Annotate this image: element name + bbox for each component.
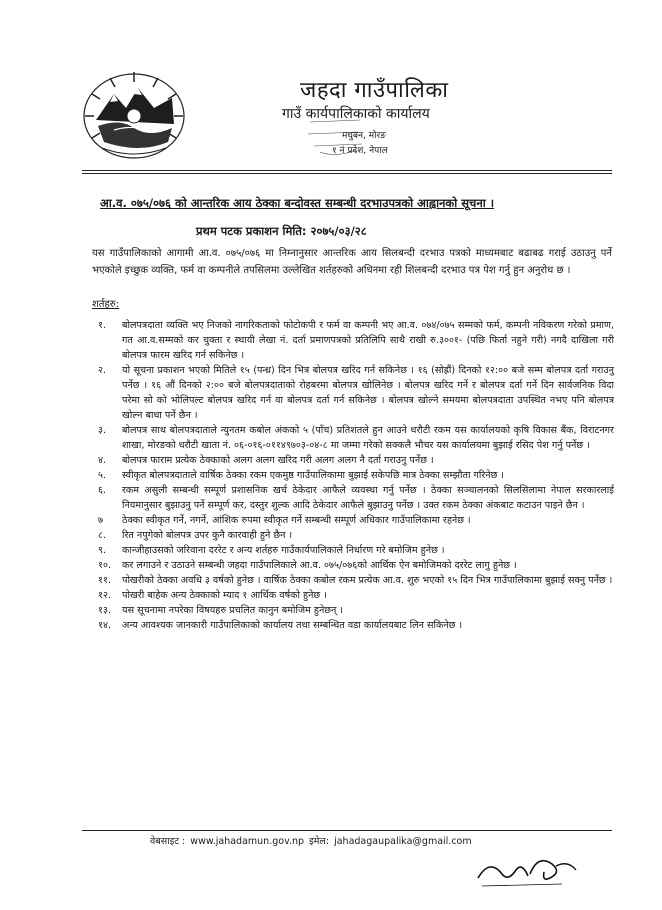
condition-item <box>92 558 614 573</box>
condition-number: १४. <box>98 620 112 631</box>
condition-number: ५. <box>98 470 107 481</box>
footer-divider <box>82 830 612 831</box>
office-stamp-icon <box>300 112 370 160</box>
condition-item <box>92 513 614 528</box>
condition-number: ११. <box>98 575 112 586</box>
website-label: वेबसाइट : <box>150 836 186 847</box>
email-label: इमेल: <box>309 836 330 847</box>
condition-number: १०. <box>98 560 112 571</box>
email-link[interactable]: jahadagaupalika@gmail.com <box>334 836 472 847</box>
condition-item <box>92 363 614 423</box>
address-line-2: १ नं प्रदेश, नेपाल <box>332 146 388 156</box>
condition-text: यो सूचना प्रकाशन भएको मितिले १५ (पन्ध्र) दिन भित्र बोलपत्र खरिद गर्न सकिनेछ । १६ (सोह्रौं) दिनको १२:०० बजे सम्म बोलपत्र दर्ता गराउनु पर्नेछ । १६ औं दिनको २:०० बजे बोलपत्रदाताको रोहबरमा बोलपत्र खोलिनेछ । बोलपत्र खरिद गर्ने र बोलपत्र दर्ता गर्ने दिन सार्वजनिक विदा परेमा सो को भोलिपल्ट बोलपत्र खरिद गर्न वा बोलपत्र दर्ता गर्न सकिनेछ । बोलपत्र खोल्ने समयमा बोलपत्रदाता उपस्थित नभए पनि बोलपत्र खोल्न बाधा पर्ने छैन । <box>122 365 614 421</box>
footer-contact <box>150 834 474 847</box>
address-line-1: मधुबन, मोरङ <box>342 131 386 141</box>
condition-item <box>92 543 614 558</box>
condition-text: बोलपत्र साथ बोलपत्रदाताले न्युनतम कबोल अंकको ५ (पाँच) प्रतिशतले हुन आउने धरौटी रकम यस कार्यालयको कृषि विकास बैंक, विराटनगर शाखा, मोरङको धरौटी खाता नं. ०६-०१६-०११४९७०३-०४-८ मा जम्मा गरेको सक्कलै भौचर यस कार्यालयमा बुझाई रसिद पेश गर्नु पर्नेछ । <box>122 425 614 451</box>
condition-item <box>92 318 614 363</box>
condition-text: कर लगाउने र उठाउने सम्बन्धी जहदा गाउँपालिकाले आ.व. ०७५/०७६को आर्थिक ऐन बमोजिमको दररेट लागु हुनेछ । <box>122 560 517 571</box>
condition-text: अन्य आवश्यक जानकारी गाउँपालिकाको कार्यालय तथा सम्बन्धित वडा कार्यालयबाट लिन सकिनेछ । <box>122 620 463 631</box>
notice-title: आ.व. ०७५/०७६ को आन्तरिक आय ठेक्का बन्दोवस्त सम्बन्धी दरभाउपत्रको आह्वानको सूचना । <box>100 196 495 210</box>
condition-number: ६. <box>98 485 107 496</box>
publication-date: प्रथम पटक प्रकाशन मिति: २०७५/०३/२८ <box>196 224 367 238</box>
condition-item <box>92 528 614 543</box>
condition-item <box>92 423 614 453</box>
condition-text: पोखरी बाहेक अन्य ठेक्काको म्याद १ आर्थिक वर्षको हुनेछ । <box>122 590 327 601</box>
condition-text: स्वीकृत बोलपत्रदाताले वार्षिक ठेक्का रकम एकमुष्ठ गाउँपालिकामा बुझाई सकेपछि मात्र ठेक्का सम्झौता गरिनेछ । <box>122 470 505 481</box>
municipality-emblem-icon <box>80 68 188 160</box>
condition-item <box>92 618 614 633</box>
municipality-name: जहदा गाउँपालिका <box>300 78 449 103</box>
condition-text: बोलपत्र फाराम प्रत्येक ठेक्काको अलग अलग खरिद गरी अलग अलग नै दर्ता गराउनु पर्नेछ । <box>122 455 434 466</box>
condition-number: १२. <box>98 590 112 601</box>
condition-text: ठेक्का स्वीकृत गर्ने, नगर्ने, आंशिक रुपमा स्वीकृत गर्ने सम्बन्धी सम्पूर्ण अधिकार गाउँपालिकामा रहनेछ । <box>122 515 471 526</box>
office-name: गाउँ कार्यपालिकाको कार्यालय <box>282 106 430 122</box>
website-link[interactable]: www.jahadamun.gov.np <box>190 836 305 847</box>
intro-paragraph: यस गाउँपालिकाको आगामी आ.व. ०७५/०७६ मा निम्नानुसार आन्तरिक आय सिलबन्दी दरभाउ पत्रको माध्यमबाट बढाबढ गराई उठाउनु पर्ने भएकोले इच्छुक व्यक्ति, फर्म वा कम्पनीले तपसिलमा उल्लेखित शर्तहरुको अधिनमा रही शिलबन्दी दरभाउ पत्र पेश गर्नु हुन अनुरोध छ । <box>92 248 612 276</box>
condition-number: १३. <box>98 605 112 616</box>
condition-text: पोखरीको ठेक्का अवधि ३ वर्षको हुनेछ । वार्षिक ठेक्का कबोल रकम प्रत्येक आ.व. शुरु भएको १५ दिन भित्र गाउँपालिकामा बुझाई सक्नु पर्नेछ । <box>122 575 613 586</box>
condition-number: ४. <box>98 455 107 466</box>
condition-number: १. <box>98 320 107 331</box>
condition-item <box>92 588 614 603</box>
condition-item <box>92 483 614 513</box>
condition-item <box>92 453 614 468</box>
condition-text: रित नपुगेको बोलपत्र उपर कुनै कारवाही हुने छैन । <box>122 530 293 541</box>
condition-number: ९. <box>98 545 107 556</box>
condition-item <box>92 573 614 588</box>
condition-text: रकम असुली सम्बन्धी सम्पूर्ण प्रशासनिक खर्च ठेकेदार आफैले व्यवस्था गर्नु पर्नेछ । ठेक्का सञ्चालनको सिलसिलामा नेपाल सरकारलाई नियमानुसार बुझाउनु पर्ने सम्पूर्ण कर, दस्तुर शुल्क आदि ठेकेदार आफैले बुझाउनु पर्नेछ । उक्त रकम ठेक्का अंकबाट कटाउन पाइने छैन । <box>122 485 614 511</box>
header-divider <box>82 170 612 171</box>
condition-number: ३. <box>98 425 107 436</box>
condition-number: ७ <box>98 515 103 526</box>
condition-text: कान्जीहाउसको जरिवाना दररेट र अन्य शर्तहरु गाउँकार्यपालिकाले निर्धारण गरे बमोजिम हुनेछ । <box>122 545 445 556</box>
condition-number: २. <box>98 365 107 376</box>
signature-icon <box>472 848 582 893</box>
condition-item <box>92 468 614 483</box>
condition-text: यस सूचनामा नपरेका विषयहरु प्रचलित कानुन बमोजिम हुनेछन् । <box>122 605 344 616</box>
condition-number: ८. <box>98 530 107 541</box>
condition-text: बोलपत्रदाता व्यक्ति भए निजको नागरिकताको फोटोकपी र फर्म वा कम्पनी भए आ.व. ०७४/०७५ सम्मको फर्म, कम्पनी नविकरण गरेको प्रमाण, गत आ.व.सम्मको कर चुक्ता र स्थायी लेखा नं. दर्ता प्रमाणपत्रको प्रतिलिपि साथै राखी रु.३००१- (पछि फिर्ता नहुने गरी) नगदै दाखिला गरी बोलपत्र फारम खरिद गर्न सकिनेछ । <box>122 320 614 361</box>
condition-item <box>92 603 614 618</box>
header-divider-thin <box>82 173 612 174</box>
conditions-heading: शर्तहरु: <box>92 299 120 310</box>
conditions-list <box>92 318 614 633</box>
